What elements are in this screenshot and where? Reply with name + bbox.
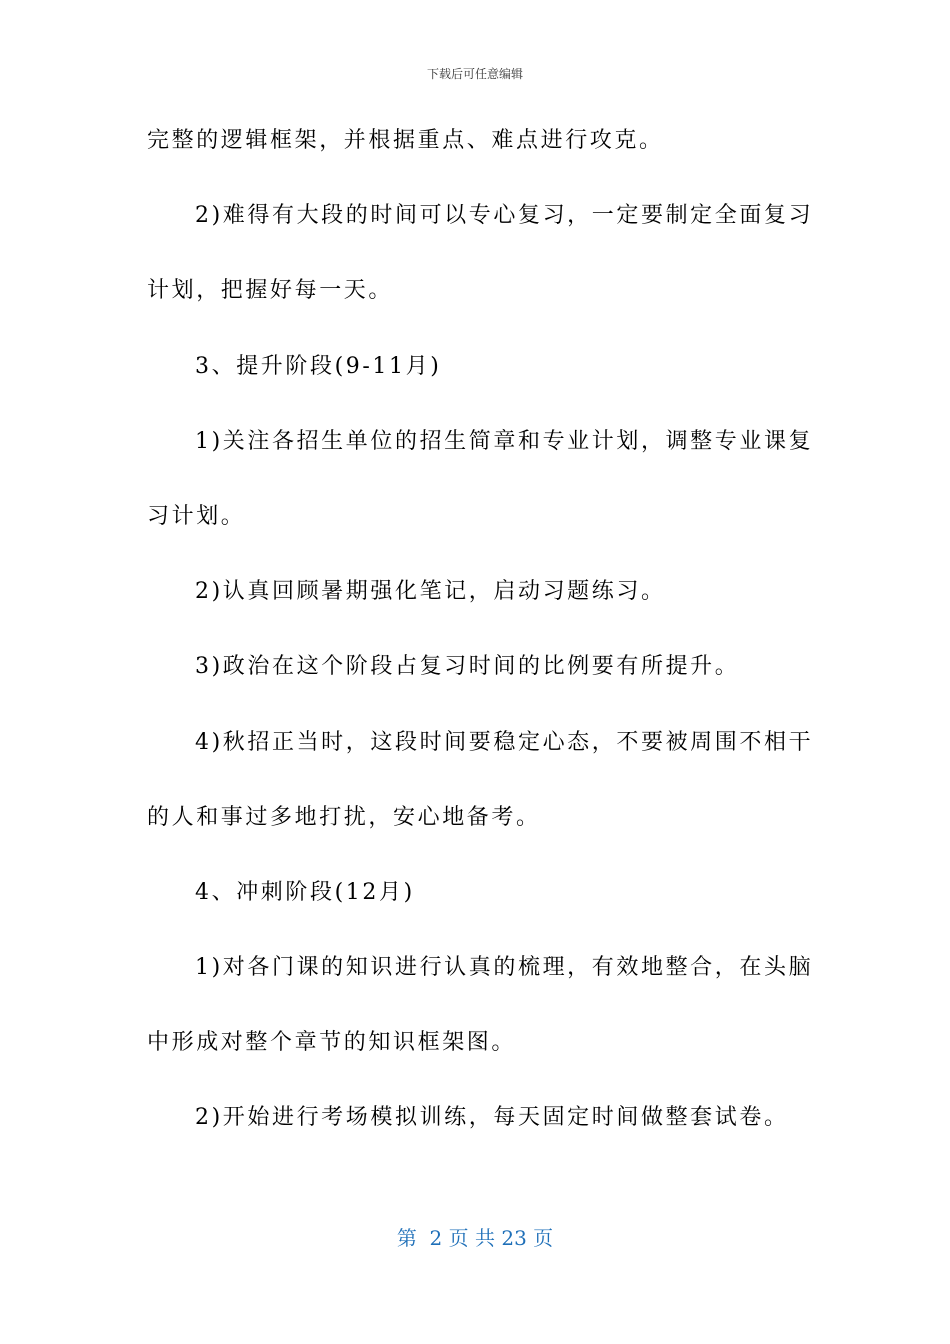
paragraph-line: 1)关注各招生单位的招生简章和专业计划，调整专业课复	[195, 428, 814, 454]
paragraph-line: 的人和事过多地打扰，安心地备考。	[147, 804, 541, 830]
paragraph-line: 2)认真回顾暑期强化笔记，启动习题练习。	[195, 579, 666, 605]
paragraph-line: 习计划。	[147, 503, 246, 529]
page-header: 下载后可任意编辑	[426, 67, 523, 81]
section-heading: 3、提升阶段(9-11月)	[195, 353, 442, 379]
paragraph-line: 3)政治在这个阶段占复习时间的比例要有所提升。	[195, 654, 740, 680]
paragraph-line: 1)对各门课的知识进行认真的梳理，有效地整合，在头脑	[195, 955, 814, 981]
section-heading: 4、冲刺阶段(12月)	[195, 879, 415, 905]
document-body	[147, 122, 814, 1175]
paragraph-line: 完整的逻辑框架，并根据重点、难点进行攻克。	[147, 128, 664, 153]
paragraph-line: 计划，把握好每一天。	[147, 278, 394, 304]
paragraph-line: 4)秋招正当时，这段时间要稳定心态，不要被周围不相干	[195, 729, 814, 755]
paragraph-line: 2)开始进行考场模拟训练，每天固定时间做整套试卷。	[195, 1105, 789, 1131]
paragraph-line: 2)难得有大段的时间可以专心复习，一定要制定全面复习	[195, 203, 814, 229]
paragraph-line: 中形成对整个章节的知识框架图。	[147, 1030, 517, 1056]
page-number-footer: 第 2 页 共 23 页	[396, 1226, 554, 1250]
